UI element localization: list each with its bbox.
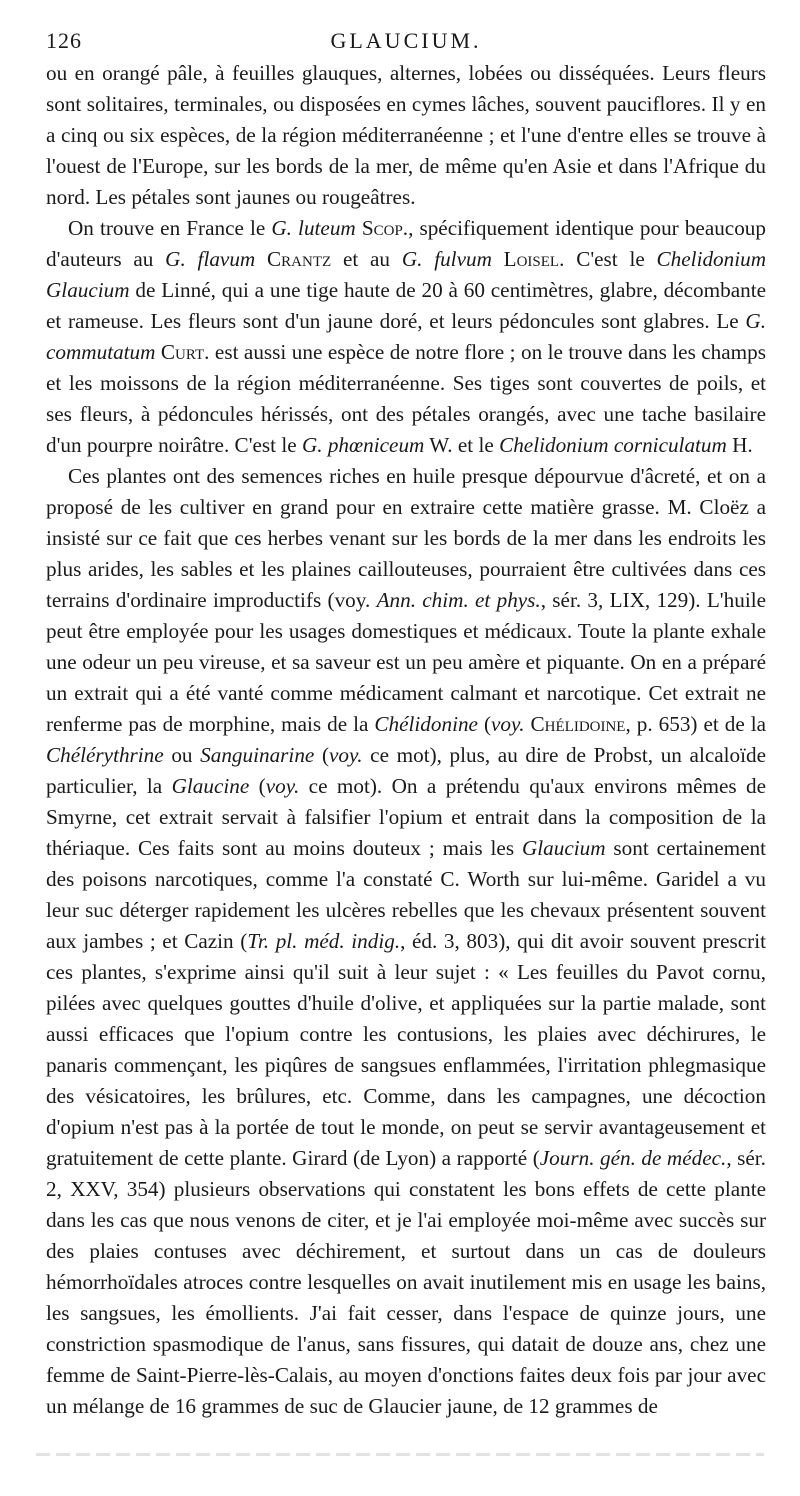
text-run: On trouve en France le: [68, 216, 272, 240]
italic-run: Tr. pl. méd. indig.: [247, 929, 401, 953]
document-page: [46, 22, 766, 1422]
text-run: H.: [726, 433, 753, 457]
text-run: et au: [331, 247, 402, 271]
italic-run: Journ. gén. de médec.: [539, 1146, 727, 1170]
text-run: de Linné, qui a une tige haute de 20 à 60 centimètres, glabre, décombante et rameuse. Les fleurs sont d'un jaune doré, et leurs pédoncules sont glabres. Le: [46, 278, 766, 333]
italic-run: Ann. chim. et phys.: [376, 588, 541, 612]
text-run: , éd. 3, 803), qui dit avoir souvent prescrit ces plantes, s'exprime ainsi qu'il suit à leur sujet : « Les feuilles du Pavot cornu, pilées avec quelques gouttes d'huile d'olive, et appliquées sur la partie malade, sont aussi efficaces que l'opium contre les contusions, les plaies avec déchirures, le panaris commençant, les piqûres de sangsues enflammées, l'irritation phlegmasique des vésicatoires, les brûlures, etc. Comme, dans les campagnes, une décoction d'opium n'est pas à la portée de tout le monde, on peut se servir avantageusement et gratuitement de cette plante. Girard (de Lyon) a rapporté (: [46, 929, 766, 1170]
small-caps-run: Crantz: [255, 247, 332, 271]
text-run: W. et le: [424, 433, 500, 457]
italic-run: voy.: [491, 712, 525, 736]
running-title: GLAUCIUM.: [330, 28, 482, 53]
text-run: (: [314, 743, 330, 767]
italic-run: G. commutatum: [46, 309, 766, 364]
small-caps-run: Curt.: [155, 340, 210, 364]
italic-run: G. phœniceum: [301, 433, 425, 457]
bottom-print-bleed: [36, 1453, 764, 1456]
italic-run: voy.: [329, 743, 363, 767]
page-number: 126: [46, 28, 82, 53]
small-caps-run: Chélidoine: [524, 712, 626, 736]
text-run: ou en orangé pâle, à feuilles glauques, alternes, lobées ou disséquées. Leurs fleurs sont solitaires, terminales, ou disposées en cymes lâches, souvent pauciflores. Il y en a cinq ou six espèces, de la région méditerranéenne ; et l'une d'entre elles se trouve à l'ouest de l'Europe, sur les bords de la mer, de même qu'en Asie et dans l'Afrique du nord. Les pétales sont jaunes ou rougeâtres.: [46, 61, 766, 209]
text-run: . C'est le: [559, 247, 657, 271]
text-run: ce mot), plus, au dire de Probst, un alcaloïde particulier, la: [46, 743, 766, 798]
text-run: (: [249, 774, 266, 798]
italic-run: G. flavum: [165, 247, 256, 271]
italic-run: Chelidonium corniculatum: [499, 433, 727, 457]
paragraph: [46, 213, 766, 461]
italic-run: voy.: [265, 774, 300, 798]
italic-run: Glaucium: [521, 836, 606, 860]
text-run: ce mot). On a prétendu qu'aux environs mêmes de Smyrne, cet extrait servait à falsifier l'opium et entrait dans la composition de la thériaque. Ces faits sont au moins douteux ; mais les: [46, 774, 767, 860]
text-run: est aussi une espèce de notre flore ; on le trouve dans les champs et les moissons de la région méditerranéenne. Ses tiges sont couvertes de poils, et ses fleurs, à pédoncules hérissés, ont des pétales orangés, avec une tache basilaire d'un pourpre noirâtre. C'est le: [46, 340, 766, 457]
text-run: , sér. 3, LIX, 129). L'huile peut être employée pour les usages domestiques et médicaux. Toute la plante exhale une odeur un peu vireuse, et sa saveur est un peu amère et piquante. On en a préparé un extrait qui a été vanté comme médicament calmant et narcotique. Cet extrait ne renferme pas de morphine, mais de la: [46, 588, 766, 736]
text-run: sont certainement des poisons narcotiques, comme l'a constaté C. Worth sur lui-même. Garidel a vu leur suc déterger rapidement les ulcères rebelles que les chevaux présentent souvent aux jambes ; et Cazin (: [46, 836, 766, 953]
small-caps-run: Loisel: [491, 247, 560, 271]
text-run: ou: [163, 743, 201, 767]
paragraph: [46, 58, 766, 213]
italic-run: G. luteum: [271, 216, 356, 240]
small-caps-run: Scop.: [355, 216, 409, 240]
text-run: (: [477, 712, 492, 736]
text-run: Ces plantes ont des semences riches en huile presque dépourvue d'âcreté, et on a proposé de les cultiver en grand pour en extraire cette matière grasse. M. Cloëz a insisté sur ce fait que ces herbes venant sur les bords de la mer dans les endroits les plus arides, les sables et les plaines caillouteuses, pourraient être cultivées dans ces terrains d'ordinaire improductifs (voy.: [46, 464, 766, 612]
italic-run: Glaucine: [171, 774, 250, 798]
page-header: [46, 22, 766, 58]
italic-run: Chélérythrine: [46, 743, 164, 767]
italic-run: Chélidonine: [374, 712, 478, 736]
paragraph: [46, 461, 766, 1422]
italic-run: G. fulvum: [401, 247, 492, 271]
text-run: , spécifiquement identique pour beaucoup d'auteurs au: [46, 216, 766, 271]
body-text: [46, 58, 766, 1422]
italic-run: Sanguinarine: [200, 743, 315, 767]
text-run: , p. 653) et de la: [625, 712, 767, 736]
italic-run: Chelidonium Glaucium: [46, 247, 767, 302]
text-run: , sér. 2, XXV, 354) plusieurs observations qui constatent les bons effets de cette plante dans les cas que nous venons de citer, et je l'ai employée moi-même avec succès sur des plaies contuses avec déchirement, et surtout dans un cas de douleurs hémorrhoïdales atroces contre lesquelles on avait inutilement mis en usage les bains, les sangsues, les émollients. J'ai fait cesser, dans l'espace de quinze jours, une constriction spasmodique de l'anus, sans fissures, qui datait de douze ans, chez une femme de Saint-Pierre-lès-Calais, au moyen d'onctions faites deux fois par jour avec un mélange de 16 grammes de suc de Glaucier jaune, de 12 grammes de: [46, 1146, 766, 1418]
